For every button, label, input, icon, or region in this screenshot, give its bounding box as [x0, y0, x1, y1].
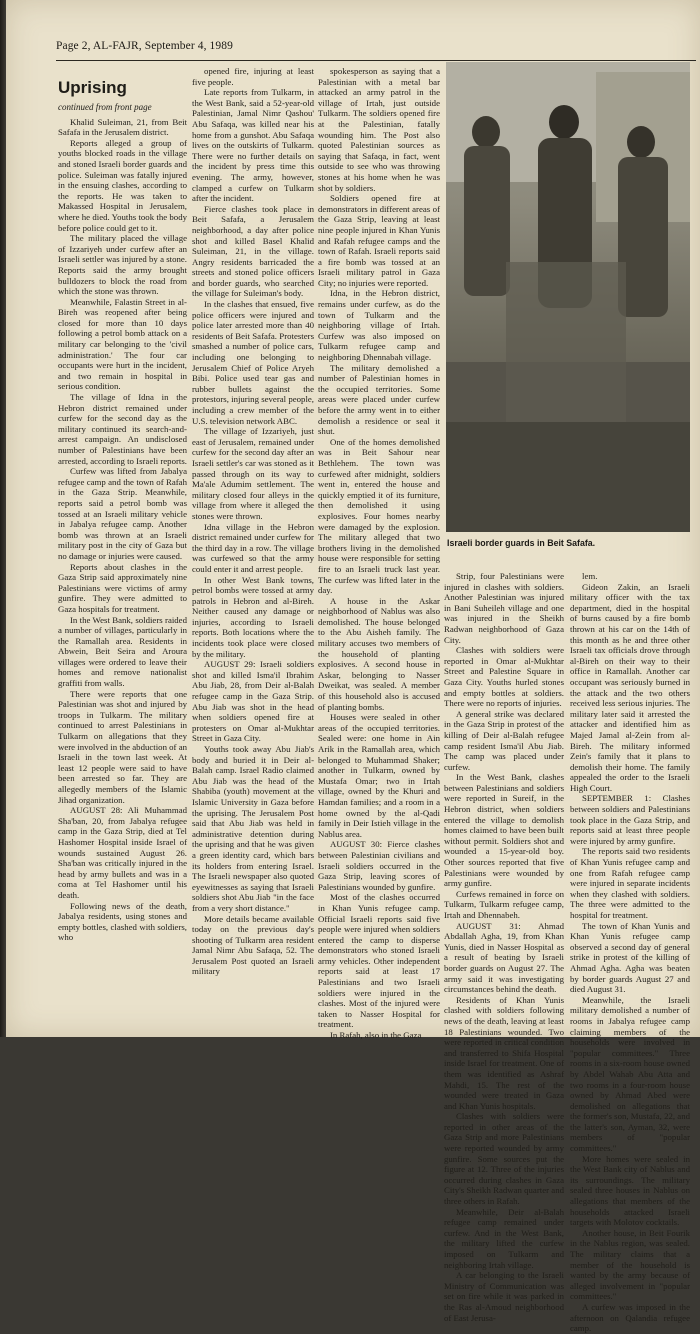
paragraph: In Rafah, also in the Gaza — [330, 1030, 422, 1041]
paragraph: AUGUST 31: Ahmad Abdallah Agha, 19, from Khan Yunis, died in Nasser Hospital as a result of beating by Israeli border guards on August 27. The army said it was investigating circumstances behind the death. — [444, 920, 564, 995]
column-4-body — [444, 571, 564, 1323]
paragraph: A house in the Askar neighborhood of Nablus was also demolished. The house belonged to the Abu Aisheh family. The military accuses two members of the household of planting explosives. A second house in Askar, belonging to Nasser Dweikat, was sealed. A member of this household also is accused of planting bombs. — [318, 595, 440, 712]
paragraph: Late reports from Tulkarm, in the West Bank, said a 52-year-old Palestinian, Jamal Nimr Qashou' Abu Safaqa, was killed near his home from a gunshot. Abu Safaqa lives on the outskirts of Tulkarm. There were no further details on the incident by press time this evening. The army, however, clamped a curfew on Tulkarm after the incident. — [192, 87, 314, 204]
paragraph: Reports about clashes in the Gaza Strip said approximately nine Palestinians were victims of army gunfire. They were admitted to Gaza hospitals for treatment. — [58, 561, 187, 614]
photo-caption: Israeli border guards in Beit Safafa. — [447, 538, 596, 548]
paragraph: More details became available today on the previous day's shooting of Tulkarm area resident Jamal Nimr Abu Safaqa, 52. The Jerusalem Post quoted an Israeli military — [192, 913, 314, 977]
paragraph: In the West Bank, clashes between Palestinians and soldiers were reported in Sureif, in the Hebron district, when soldiers entered the village to demolish homes claimed to have been built without permit. Soldiers shot and wounded a 15-year-old boy. Other sources reported that five Palestinians were wounded by army gunfire. — [444, 772, 564, 889]
paragraph: The military demolished a number of Palestinian homes in the occupied territories. Some areas were placed under curfew before the army went in to either demolish a residence or seal it shut. — [318, 362, 440, 437]
continued-note: continued from front page — [58, 102, 152, 112]
paragraph: Youths took away Abu Jiab's body and buried it in Deir al-Balah camp. Israel Radio claimed Abu Jiab was the head of the Shabiba (youth) movement at the Islamic University in Gaza before the uprising. The Jerusalem Post said that Abu Jiab was held in administrative detention during the uprising and that he was given a green identity card, which bars its holders from entering Israel. The Israeli newspaper also quoted eyewitnesses as saying that Israeli soldiers shot Abu Jiab "in the face from a very short distance." — [192, 744, 314, 913]
paragraph: In the clashes that ensued, five police officers were injured and police later arrested more than 40 residents of Beit Safafa. Protesters smashed a number of police cars, including one belonging to Jerusalem Chief of Police Aryeh Bibi. Police used tear gas and rubber bullets against the protestors, injuring several people, including a crew member of the U.S. television network ABC. — [192, 299, 314, 426]
paragraph: A general strike was declared in the Gaza Strip in protest of the killing of Deir al-Balah refugee camp resident Isma'il Abu Jiab. The camp was placed under curfew. — [444, 708, 564, 772]
paragraph: SEPTEMBER 1: Clashes between soldiers and Palestinians took place in the Gaza Strip, and reports said at least three people were injured by army gunfire. — [570, 793, 690, 846]
column-3-body — [318, 66, 440, 1041]
column-4 — [444, 571, 564, 1323]
paragraph: Clashes with soldiers were reported in other areas of the Gaza Strip and more Palestinians were reported wounded by army gunfire. Some sources put the figure at 12. Three of the injuries occurred during clashes in Gaza City's Sheikh Radwan quarter and three others in Rafah. — [444, 1111, 564, 1207]
column-1-body — [58, 117, 187, 943]
paragraph: Soldiers opened fire at demonstrators in different areas of the Gaza Strip, leaving at least nine people injured in Khan Yunis and Rafah refugee camps and the town of Rafah. Israeli reports said a fire bomb was tossed at an Israeli military patrol in Gaza City; no injuries were reported. — [318, 193, 440, 288]
paragraph: Curfew was lifted from Jabalya refugee camp and the town of Rafah in the Gaza Strip. Meanwhile, reports said a petrol bomb was tossed at an Israeli military vehicle in Jabalya refugee camp. Another bomb was thrown at an Israeli military post in the city of Gaza but no damage or injuries were caused. — [58, 466, 187, 561]
paragraph: AUGUST 30: Fierce clashes between Palestinian civilians and Israeli soldiers occurred in the Gaza Strip, leaving scores of Palestinians wounded by gunfire. — [318, 839, 440, 892]
paragraph: Gideon Zakin, an Israeli military officer with the tax department, died in the hospital of burns caused by a fire bomb thrown at his car on the 14th of this month as he and three other Israeli tax officials drove through al-Bireh on their way to their office in Ramallah. Another car occupant was seriously burned in the attack and the two others received less serious injuries. The military later said it arrested the attacker and identified him as Majed Jamal al-Zein from al-Bireh. The military informed Zein's family that it plans to demolish their home. The family appealed the order to the Israeli High Court. — [570, 581, 690, 793]
paragraph: The military placed the village of Izzariyeh under curfew after an Israeli settler was injured by a stone. Reports said the army brought bulldozers to block the road from which the stone was thrown. — [58, 233, 187, 297]
paragraph: The town of Khan Yunis and Khan Yunis refugee camp observed a second day of general strike in protest of the killing of Ahmad Agha. Agha was beaten by border guards August 27 and died August 31. — [570, 920, 690, 995]
paragraph: A curfew was imposed in the afternoon on Qalandia refugee camp. — [570, 1301, 690, 1334]
paragraph: Curfews remained in force on Tulkarm, Tulkarm refugee camp, Irtah and Dhennabeh. — [444, 888, 564, 920]
paragraph: Clashes with soldiers were reported in Omar al-Mukhtar Street and Palestine Square in Gaza City. Youths hurled stones and empty bottles at soldiers. There were no reports of injuries. — [444, 645, 564, 709]
paragraph: Residents of Khan Yunis clashed with soldiers following news of the death, leaving at least 18 Palestinians wounded. Two were reported in critical condition and transferred to Shifa Hospital inside Israel for treatment. One of them was identified as Ashraf Mahdi, 15. The rest of the wounded were treated in Gaza and Khan Yunis hospitals. — [444, 994, 564, 1111]
photo-illustration — [446, 62, 690, 532]
column-5 — [570, 571, 690, 1334]
paragraph: The village of Izzariyeh, just east of Jerusalem, remained under curfew for the second day after an Israeli settler's car was stoned as it passed through on its way to Ma'ale Adumim settlement. The military closed four alleys in the village from where it alleged the stones were thrown. — [192, 426, 314, 521]
paragraph: Meanwhile, Falastin Street in al-Bireh was reopened after being closed for more than 10 days following a petrol bomb attack on a military car belonging to the 'civil administration.' The four car occupants were hurt in the incident, and two remain in hospital in serious condition. — [58, 296, 187, 392]
header-rule — [56, 60, 696, 61]
paragraph: Reports alleged a group of youths blocked roads in the village and stoned Israeli border guards and police. Suleiman was fatally injured in the ensuing clashes, according to the reports. He was taken to Makassed Hospital in Jerusalem, where he died. Youths took the body before police could get to it. — [58, 137, 187, 233]
paragraph: Most of the clashes occurred in Khan Yunis refugee camp. Official Israeli reports said five people were injured when soldiers entered the camp to disperse demonstrators who stoned Israeli army vehicles. Other independent reports said at least 17 Palestinians and two Israeli soldiers were injured in the clashes. Most of the injured were taken to Nasser Hospital for treatment. — [318, 892, 440, 1030]
paragraph: spokesperson as saying that a Palestinian with a metal bar attacked an army patrol in the village of Irtah, just outside Tulkarm. The soldiers opened fire at the Palestinian, fatally wounding him. The Post also quoted Palestinian sources as saying that Safaqa, in fact, went outside to see who was throwing stones at his home when he was shot by soldiers. — [318, 66, 440, 193]
column-2-body — [192, 66, 314, 977]
article-headline: Uprising — [58, 78, 127, 97]
paragraph: Following news of the death, Jabalya residents, using stones and empty bottles, clashed with soldiers, who — [58, 900, 187, 943]
paragraph: The village of Idna in the Hebron district remained under curfew for the second day as the military continued its search-and-arrest campaign. An undisclosed number of Palestinians have been arrested, according to Israeli reports. — [58, 392, 187, 466]
paragraph: Houses were sealed in other areas of the occupied territories. Sealed were: one home in Ain Arik in the Ramallah area, which belonged to Muhammad Shaker; another in Tulkarm, owned by Mustafa Omar; two in Irtah village, owned by the Khuri and Hamdan families; and a room in a home owned by the al-Qadi family in Deir Istieh village in the Nablus area. — [318, 712, 440, 839]
paragraph: Strip, four Palestinians were injured in clashes with soldiers. Another Palestinian was injured in Bani Suheileh village and one was injured in the Sheikh Radwan neighborhood of Gaza City. — [444, 571, 564, 645]
paragraph: Idna village in the Hebron district remained under curfew for the third day in a row. The village was curfewed so that the army could enter it and arrest people. — [192, 521, 314, 574]
page-header: Page 2, AL-FAJR, September 4, 1989 — [56, 40, 233, 52]
news-photo — [446, 62, 690, 532]
paragraph: There were reports that one Palestinian was shot and injured by troops in Tulkarm. The military continued to arrest Palestinians in Tulkarm on allegations that they were involved in the abduction of an Israeli in the town last week. At least 12 people were said to have been arrested so far. They are allegedly members of the Islamic Jihad organization. — [58, 688, 187, 805]
paragraph: Meanwhile, Deir al-Balah refugee camp remained under curfew. And in the West Bank, the military lifted the curfew imposed on Tulkarm and neighboring Irtah village. — [444, 1206, 564, 1270]
paragraph: Fierce clashes took place in Beit Safafa, a Jerusalem neighborhood, a day after police shot and killed Basel Khalid Suleiman, 21, in the village. Angry residents barricaded the streets and stoned police officers and border guards, who searched the village for Suleiman's body. — [192, 203, 314, 299]
paragraph: More homes were sealed in the West Bank city of Nablus and its surroundings. The military sealed three houses in Nablus on allegations that members of the households attacked Israeli targets with Molotov cocktails. — [570, 1153, 690, 1228]
paragraph: A car belonging to the Israeli Ministry of Communication was set on fire while it was parked in the Ras al-Amoud neighborhood of East Jerusa- — [444, 1270, 564, 1323]
paragraph: One of the homes demolished was in Beit Sahour near Bethlehem. The town was curfewed after midnight, soldiers went in, entered the house and quickly emptied it of its furniture, then demolished it using explosives. Four homes nearby were damaged by the explosion. The military alleged that two brothers living in the demolished house were responsible for setting fire to an Israeli truck last year. The curfew was lifted later in the day. — [318, 436, 440, 596]
paragraph: In the West Bank, soldiers raided a number of villages, particularly in the Ramallah area. Residents in Abwein, Beit Seira and Aroura villages were ordered to leave their homes and remove nationalist graffiti from walls. — [58, 614, 187, 689]
paragraph: Khalid Suleiman, 21, from Beit Safafa in the Jerusalem district. — [58, 116, 187, 138]
paragraph: In other West Bank towns, petrol bombs were tossed at army patrols in Hebron and al-Bireh. Neither caused any damage or injuries, according to Israeli reports. Both locations where the incidents took place were closed by the military. — [192, 574, 314, 659]
paragraph: Meanwhile, the Israeli military demolished a number of rooms in Jabalya refugee camp claiming members of the households were involved in "popular committees." Three rooms in a six-room house owned by Abdel Wahab Abu Atta and two rooms in a four-room house owned by Ahmad Abed were demolished on allegations that the former's son, Mustafa, 22, and the latter's son, Ayman, 32, were members of "popular committees." — [570, 994, 690, 1154]
column-3 — [318, 66, 440, 1041]
paragraph: Another house, in Beit Fourik in the Nablus region, was sealed. The military claims that a member of the household is wanted by the army because of alleged involvement in "popular committees." — [570, 1227, 690, 1302]
column-2 — [192, 66, 314, 977]
paragraph: AUGUST 28: Ali Muhammad Sha'ban, 20, from Jabalya refugee camp in the Gaza Strip, died at Tel Hashomer Hospital inside Israel of wounds sustained August 26. Sha'ban was critically injured in the head by army bullets and was in a coma at Tel Hashomer until his death. — [58, 805, 187, 900]
paragraph: lem. — [582, 571, 598, 581]
column-1 — [58, 64, 187, 943]
column-5-body — [570, 571, 690, 1334]
paragraph: Idna, in the Hebron district, remains under curfew, as do the town of Tulkarm and the neighboring village of Irtah. Curfew was also imposed on Tulkarm refugee camp and neighboring Dhennabah village. — [318, 288, 440, 363]
paragraph: AUGUST 29: Israeli soldiers shot and killed Isma'il Ibrahim Abu Jiab, 28, from Deir al-Balah refugee camp in the Gaza Strip. Abu Jiab was shot in the head when soldiers opened fire at protesters on Omar al-Mukhtar Street in Gaza City. — [192, 659, 314, 744]
paragraph: The reports said two residents of Khan Yunis refugee camp and one from Rafah refugee camp were injured in separate incidents when they clashed with soldiers. The three were admitted to the hospital for treatment. — [570, 846, 690, 920]
paragraph: opened fire, injuring at least five people. — [192, 66, 314, 87]
